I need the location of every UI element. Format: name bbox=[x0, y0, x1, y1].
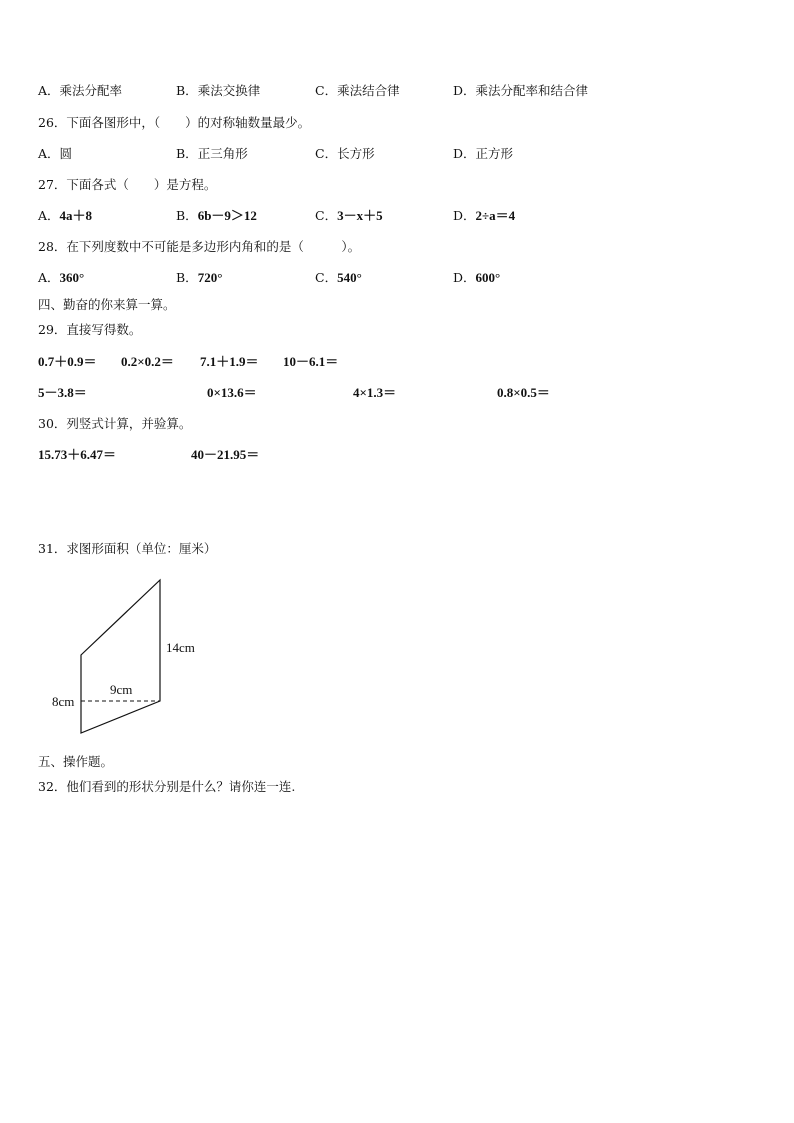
calc-item: 40－21.95＝ bbox=[191, 447, 260, 462]
calc-item: 15.73＋6.47＝ bbox=[38, 447, 117, 462]
option-b: B．正三角形 bbox=[176, 146, 248, 161]
option-b: B．6b－9＞12 bbox=[176, 208, 257, 223]
option-d: D．2÷a＝4 bbox=[453, 208, 516, 223]
option-c: C．乘法结合律 bbox=[315, 83, 400, 98]
option-d: D．正方形 bbox=[453, 146, 514, 161]
option-c: C．540° bbox=[315, 270, 362, 285]
label-base: 9cm bbox=[110, 682, 133, 697]
calc-item: 0.7＋0.9＝ bbox=[38, 354, 97, 369]
section-4-heading: 四、勤奋的你来算一算。 bbox=[38, 297, 176, 312]
option-c: C．3－x＋5 bbox=[315, 208, 383, 223]
section-5-heading: 五、操作题。 bbox=[38, 754, 114, 769]
question-26: 26．下面各图形中，（ ）的对称轴数量最少。 bbox=[38, 115, 311, 130]
option-a: A．360° bbox=[38, 270, 85, 285]
calc-item: 4×1.3＝ bbox=[353, 385, 397, 400]
question-28: 28．在下列度数中不可能是多边形内角和的是（ ）。 bbox=[38, 239, 361, 254]
calc-item: 5－3.8＝ bbox=[38, 385, 87, 400]
calc-item: 0.8×0.5＝ bbox=[497, 385, 550, 400]
label-left-side: 8cm bbox=[52, 694, 75, 709]
calc-item: 0×13.6＝ bbox=[207, 385, 257, 400]
option-b: B．乘法交换律 bbox=[176, 83, 261, 98]
calc-item: 0.2×0.2＝ bbox=[121, 354, 174, 369]
question-31: 31．求图形面积（单位：厘米） bbox=[38, 541, 217, 556]
option-b: B．720° bbox=[176, 270, 223, 285]
label-right-side: 14cm bbox=[166, 640, 195, 655]
question-30: 30．列竖式计算，并验算。 bbox=[38, 416, 192, 431]
option-d: D．乘法分配率和结合律 bbox=[453, 83, 589, 98]
option-a: A．4a＋8 bbox=[38, 208, 93, 223]
calc-item: 10－6.1＝ bbox=[283, 354, 339, 369]
question-29: 29．直接写得数。 bbox=[38, 322, 142, 337]
trapezoid-shape bbox=[81, 580, 160, 733]
calc-item: 7.1＋1.9＝ bbox=[200, 354, 259, 369]
question-27: 27．下面各式（ ）是方程。 bbox=[38, 177, 217, 192]
option-d: D．600° bbox=[453, 270, 501, 285]
question-32: 32．他们看到的形状分别是什么？请你连一连. bbox=[38, 779, 296, 794]
option-a: A．乘法分配率 bbox=[38, 83, 123, 98]
trapezoid-figure bbox=[40, 570, 220, 744]
option-a: A．圆 bbox=[38, 146, 73, 161]
option-c: C．长方形 bbox=[315, 146, 375, 161]
